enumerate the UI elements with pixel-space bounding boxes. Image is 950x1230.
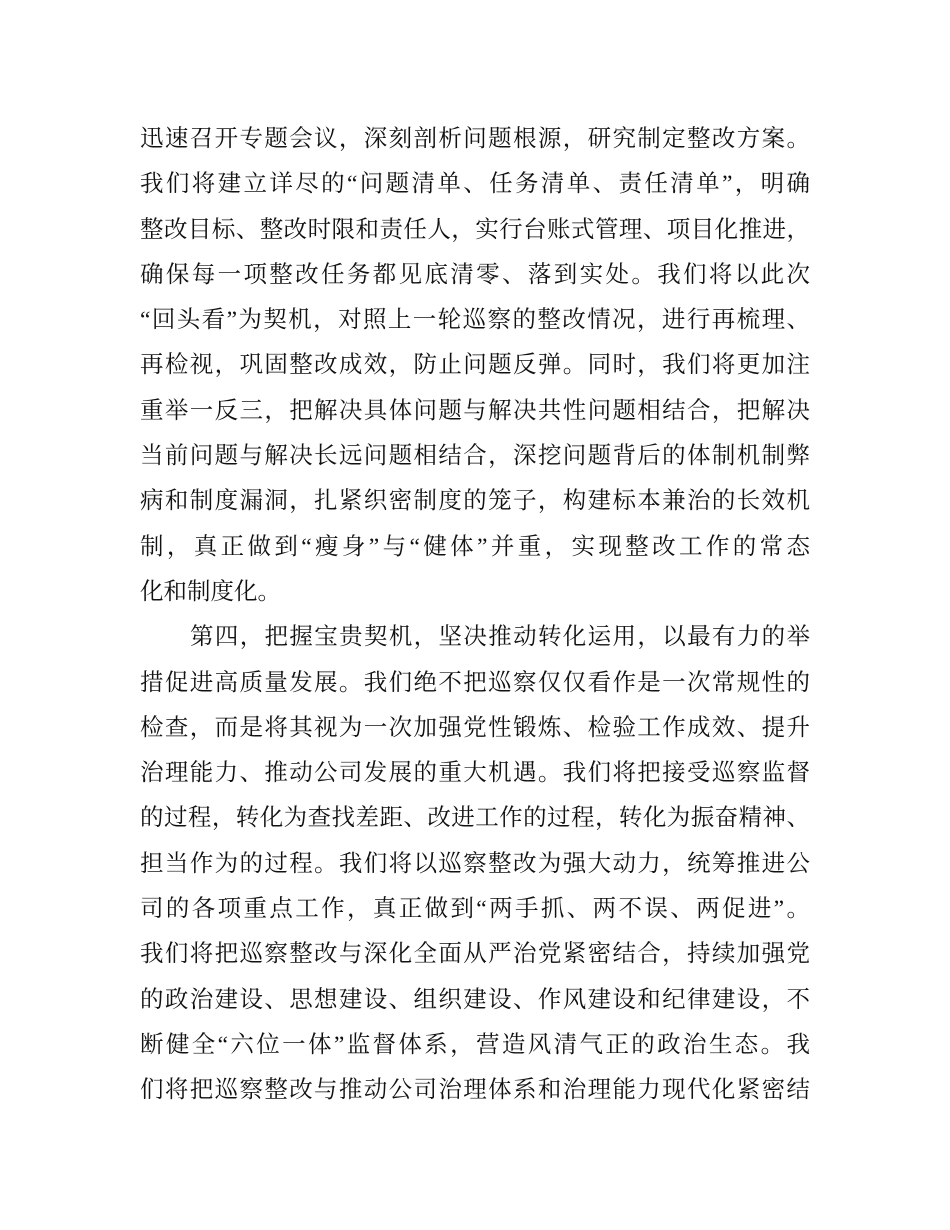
text-line-paragraph-end: 化和制度化。 <box>140 578 281 605</box>
text-line: 治理能力、推动公司发展的重大机遇。我们将把接受巡察监督 <box>140 760 810 787</box>
text-line: 的过程，转化为查找差距、改进工作的过程，转化为振奋精神、 <box>140 805 810 832</box>
text-line: 再检视，巩固整改成效，防止问题反弹。同时，我们将更加注 <box>140 352 810 379</box>
text-block <box>140 117 810 1114</box>
text-line: 我们将把巡察整改与深化全面从严治党紧密结合，持续加强党 <box>140 941 810 968</box>
text-line: 司的各项重点工作，真正做到“两手抓、两不误、两促进”。 <box>140 896 810 923</box>
text-line: 检查，而是将其视为一次加强党性锻炼、检验工作成效、提升 <box>140 714 810 741</box>
text-line: 的政治建设、思想建设、组织建设、作风建设和纪律建设，不 <box>140 986 810 1013</box>
text-line: 迅速召开专题会议，深刻剖析问题根源，研究制定整改方案。 <box>140 126 810 152</box>
text-line: 病和制度漏洞，扎紧织密制度的笼子，构建标本兼治的长效机 <box>140 488 810 515</box>
text-line: 重举一反三，把解决具体问题与解决共性问题相结合，把解决 <box>140 397 810 424</box>
text-line: 措促进高质量发展。我们绝不把巡察仅仅看作是一次常规性的 <box>140 669 810 696</box>
text-line: 当前问题与解决长远问题相结合，深挖问题背后的体制机制弊 <box>140 443 810 470</box>
text-line-paragraph-start: 第四，把握宝贵契机，坚决推动转化运用，以最有力的举 <box>190 624 810 651</box>
text-line: 们将把巡察整改与推动公司治理体系和治理能力现代化紧密结 <box>140 1077 810 1104</box>
text-line: “回头看”为契机，对照上一轮巡察的整改情况，进行再梳理、 <box>140 307 810 334</box>
text-line: 断健全“六位一体”监督体系，营造风清气正的政治生态。我 <box>140 1031 810 1058</box>
text-line: 我们将建立详尽的“问题清单、任务清单、责任清单”，明确 <box>140 171 810 198</box>
text-line: 制，真正做到“瘦身”与“健体”并重，实现整改工作的常态 <box>140 533 810 560</box>
text-line: 确保每一项整改任务都见底清零、落到实处。我们将以此次 <box>140 261 810 288</box>
text-line: 整改目标、整改时限和责任人，实行台账式管理、项目化推进， <box>140 216 810 243</box>
text-line: 担当作为的过程。我们将以巡察整改为强大动力，统筹推进公 <box>140 850 810 877</box>
